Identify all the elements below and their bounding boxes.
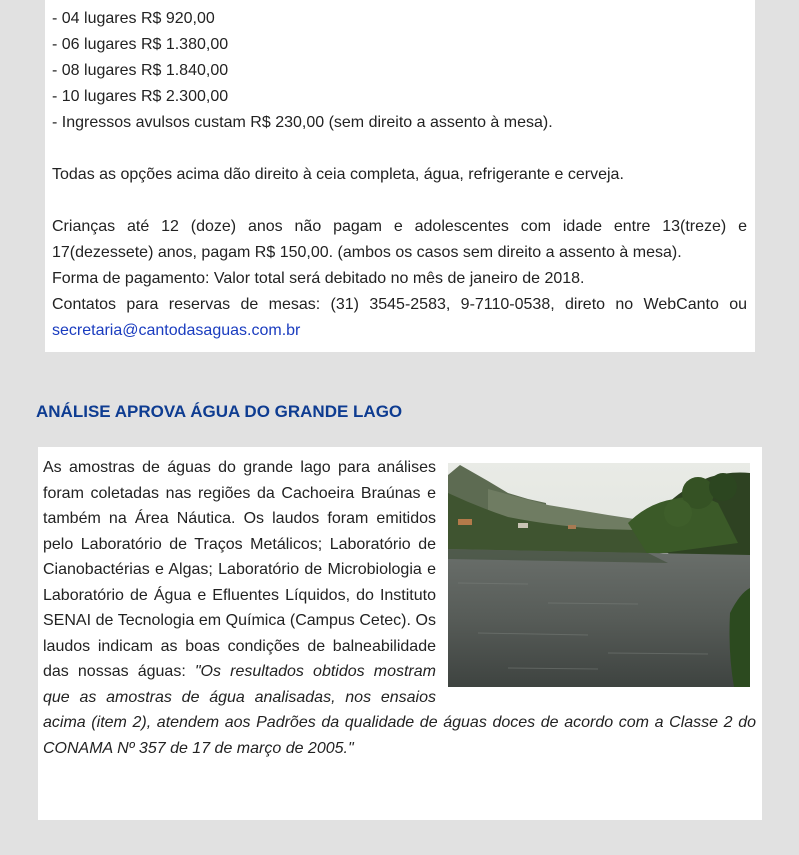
contacts-text (52, 292, 747, 344)
email-link[interactable]: secretaria@cantodasaguas.com.br (52, 322, 301, 339)
article-quote: "Os resultados obtidos mostram que as amostras de água analisadas, nos ensaios acima (item 2), atendem aos Padrões da qualidade de águas doces de acordo com a Classe 2 do CONAMA Nº 357 de 17 de março de 2005." (43, 663, 756, 757)
children-policy-text: Crianças até 12 (doze) anos não pagam e adolescentes com idade entre 13(treze) e 17(dezessete) anos, pagam R$ 150,00. (ambos os casos sem direito a assento à mesa). (52, 218, 747, 261)
contacts-label: Contatos para reservas de mesas: (31) 3545-2583, 9-7110-0538, direto no WebCanto ou (52, 296, 747, 313)
article-card (38, 447, 762, 820)
price-item: - Ingressos avulsos custam R$ 230,00 (sem direito a assento à mesa). (52, 114, 553, 131)
price-item: - 10 lugares R$ 2.300,00 (52, 88, 229, 105)
price-item: - 08 lugares R$ 1.840,00 (52, 62, 229, 79)
article-text: As amostras de águas do grande lago para análises foram coletadas nas regiões da Cachoeira Braúnas e também na Área Náutica. Os laudos foram emitidos pelo Laboratório de Traços Metálicos; Laboratório de Cianobactérias e Algas; Laboratório de Microbiologia e Laboratório de Água e Efluentes Líquidos, do Instituto SENAI de Tecnologia em Química (Campus Cetec). Os laudos indicam as boas condições de balneabilidade das nossas águas: (43, 459, 436, 680)
inclusion-text: Todas as opções acima dão direito à ceia completa, água, refrigerante e cerveja. (52, 166, 624, 183)
lake-photo (448, 463, 750, 687)
pricing-card (45, 0, 755, 352)
payment-text: Forma de pagamento: Valor total será debitado no mês de janeiro de 2018. (52, 270, 585, 287)
price-item: - 04 lugares R$ 920,00 (52, 10, 215, 27)
article-title: ANÁLISE APROVA ÁGUA DO GRANDE LAGO (36, 402, 403, 421)
price-item: - 06 lugares R$ 1.380,00 (52, 36, 229, 53)
